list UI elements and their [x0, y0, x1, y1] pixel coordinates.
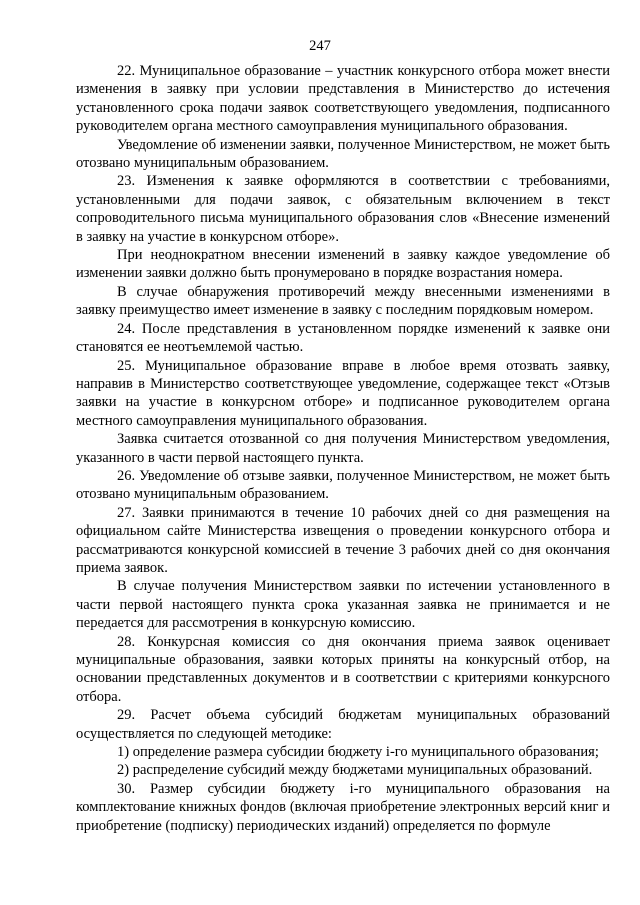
paragraph-27-late: В случае получения Министерством заявки по истечении установленного в части первой настоящего пункта срока указанная заявка не принимается и не передается для рассмотрения в конкурсную комиссию. — [76, 578, 610, 632]
paragraph-23-numbering: При неоднократном внесении изменений в заявку каждое уведомление об изменении заявки должно быть пронумеровано в порядке возрастания номера. — [76, 247, 610, 282]
paragraph-24: 24. После представления в установленном порядке изменений к заявке они становятся ее неотъемлемой частью. — [76, 320, 610, 356]
paragraph-23-contradictions: В случае обнаружения противоречий между внесенными изменениями в заявку преимущество имеет изменение в заявку с последним порядковым номером. — [76, 283, 610, 319]
paragraph-30: 30. Размер субсидии бюджету i-го муниципального образования на комплектование книжных фондов (включая приобретение электронных версий книг и приобретение (подписку) периодических изданий) определяется по формуле — [76, 780, 610, 834]
paragraph-29-item-1: 1) определение размера субсидии бюджету i-го муниципального образования; — [117, 744, 599, 761]
paragraph-28: 28. Конкурсная комиссия со дня окончания приема заявок оценивает муниципальные образования, заявки которых приняты на конкурсный отбор, на основании представленных документов и в соответствии с критериями конкурсного отбора. — [76, 633, 610, 705]
page-number: 247 — [309, 38, 331, 54]
paragraph-22-notice: Уведомление об изменении заявки, полученное Министерством, не может быть отозвано муниципальным образованием. — [76, 136, 610, 172]
paragraph-27: 27. Заявки принимаются в течение 10 рабочих дней со дня размещения на официальном сайте Министерства извещения о проведении конкурсного отбора и рассматриваются конкурсной комиссией в течение 3 рабочих дней со дня окончания приема заявок. — [76, 504, 610, 576]
document-body — [76, 62, 610, 835]
paragraph-25: 25. Муниципальное образование вправе в любое время отозвать заявку, направив в Министерство соответствующее уведомление, содержащее текст «Отзыв заявки на участие в конкурсном отборе» и подписанное руководителем органа местного самоуправления муниципального образования. — [76, 357, 610, 429]
paragraph-23: 23. Изменения к заявке оформляются в соответствии с требованиями, установленными для подачи заявок, с обязательным включением в текст сопроводительного письма муниципального образования слов «Внесение изменений в заявку на участие в конкурсном отборе». — [76, 173, 610, 245]
paragraph-29: 29. Расчет объема субсидий бюджетам муниципальных образований осуществляется по следующей методике: — [76, 707, 610, 742]
paragraph-26: 26. Уведомление об отзыве заявки, полученное Министерством, не может быть отозвано муниципальным образованием. — [76, 467, 610, 503]
paragraph-22: 22. Муниципальное образование – участник конкурсного отбора может внести изменения в заявку при условии представления в Министерство до истечения установленного срока подачи заявок соответствующего уведомления, подписанного руководителем органа местного самоуправления муниципального образования. — [76, 63, 610, 135]
paragraph-25-withdrawal: Заявка считается отозванной со дня получения Министерством уведомления, указанного в части первой настоящего пункта. — [76, 431, 610, 466]
paragraph-29-item-2: 2) распределение субсидий между бюджетами муниципальных образований. — [117, 762, 593, 779]
